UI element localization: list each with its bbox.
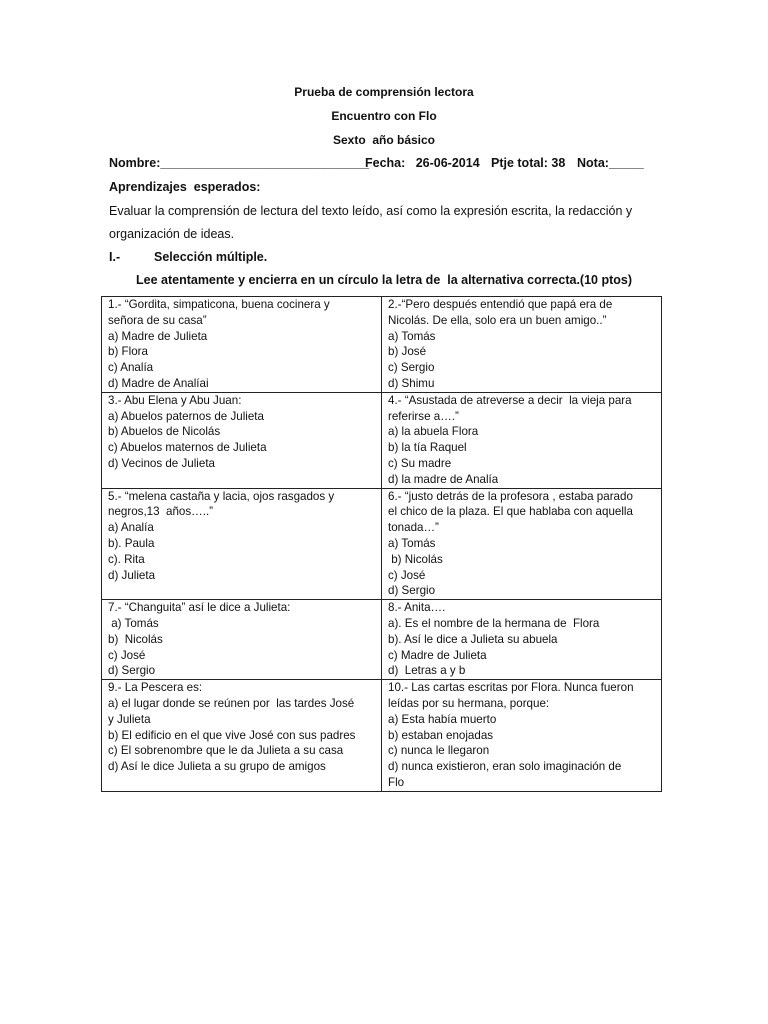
question-line: b) El edificio en el que vive José con sus padres [108,728,356,742]
question-line: y Julieta [108,712,151,726]
question-line: tonada…” [388,521,439,535]
question-line: c) nunca le llegaron [388,744,490,758]
question-line: c) José [108,648,146,662]
question-line: negros,13 años…..” [108,505,214,519]
question-line: c) Madre de Julieta [388,648,487,662]
question-cell [102,392,382,488]
total-score: Ptje total: 38 [491,156,566,170]
question-cell [102,488,382,600]
question-cell [102,680,382,792]
question-cell [382,488,662,600]
date-field: Fecha: 26-06-2014 [365,156,480,170]
question-line: leídas por su hermana, porque: [388,696,550,710]
question-line: señora de su casa” [108,313,207,327]
question-line: b) la tía Raquel [388,441,467,455]
learning-text-line-2: organización de ideas. [109,227,235,241]
question-line: b). Paula [108,536,155,550]
question-cell [382,600,662,680]
question-line: a) Abuelos paternos de Julieta [108,409,264,423]
question-line: a) Tomás [108,616,159,630]
question-text: 10.- Las cartas escritas por Flora. Nunca fueron [388,681,634,695]
question-line: Nicolás. De ella, solo era un buen amigo..” [388,313,607,327]
learning-heading: Aprendizajes esperados: [109,180,261,194]
question-line: d) Letras a y b [388,664,466,678]
student-info-row [109,156,644,170]
section-instruction: Lee atentamente y encierra en un círculo la letra de la alternativa correcta.(10 ptos) [135,273,633,287]
question-cell [102,600,382,680]
question-line: d) Shimu [388,376,435,390]
question-line: a) el lugar donde se reúnen por las tardes José [108,696,355,710]
question-line: c) Sergio [388,361,435,375]
question-line: c) José [388,568,426,582]
question-line: d) nunca existieron, eran solo imaginación de [388,760,622,774]
question-line: d) Sergio [388,584,436,598]
learning-text-line-1: Evaluar la comprensión de lectura del texto leído, así como la expresión escrita, la redacción y [109,204,633,218]
question-text: 9.- La Pescera es: [108,681,203,695]
question-line: a) Analía [108,521,154,535]
name-field: Nombre:______________________________ [109,156,369,170]
question-line: b) José [388,345,427,359]
question-text: 8.- Anita…. [388,601,446,615]
question-line: b). Así le dice a Julieta su abuela [388,632,558,646]
question-line: c) Analía [108,361,154,375]
question-text: 5.- “melena castaña y lacia, ojos rasgados y [108,489,335,503]
question-line: a) Madre de Julieta [108,329,208,343]
grade-field: Nota:_____ [577,156,644,170]
question-line: b) Nicolás [108,632,163,646]
question-line: d) Sergio [108,664,156,678]
question-line: a) Esta había muerto [388,712,497,726]
question-line: a) Tomás [388,329,436,343]
section-title: Selección múltiple. [154,250,268,264]
question-line: a). Es el nombre de la hermana de Flora [388,616,600,630]
question-line: d) Así le dice Julieta a su grupo de amigos [108,760,326,774]
story-title: Encuentro con Flo [331,109,437,123]
question-line: b) Flora [108,345,148,359]
question-line: c) Su madre [388,456,452,470]
questions-table [101,296,662,792]
question-row [102,297,662,393]
question-text: 1.- “Gordita, simpaticona, buena cocinera y [108,298,330,311]
question-line: b) Abuelos de Nicolás [108,425,221,439]
question-line: el chico de la plaza. El que hablaba con aquella [388,505,633,519]
question-line: Flo [388,775,405,789]
question-cell [102,297,382,393]
question-line: d) Madre de Analíai [108,376,209,390]
question-line: a) la abuela Flora [388,425,479,439]
question-line: b) estaban enojadas [388,728,494,742]
exam-title: Prueba de comprensión lectora [294,85,474,99]
question-row [102,600,662,680]
question-line: d) Vecinos de Julieta [108,456,215,470]
question-line: d) Julieta [108,568,156,582]
question-text: 4.- “Asustada de atreverse a decir la vieja para [388,393,632,407]
question-line: b) Nicolás [388,552,443,566]
question-cell [382,680,662,792]
question-row [102,488,662,600]
question-cell [382,392,662,488]
section-number: I.- [109,250,121,264]
question-line: d) la madre de Analía [388,472,499,486]
question-cell [382,297,662,393]
question-line: c) Abuelos maternos de Julieta [108,441,267,455]
question-text: 2.-“Pero después entendió que papá era de [388,298,613,311]
question-line: c). Rita [108,552,145,566]
question-row [102,392,662,488]
question-text: 7.- “Changuita” así le dice a Julieta: [108,601,291,615]
question-text: 6.- “justo detrás de la profesora , estaba parado [388,489,633,503]
question-line: a) Tomás [388,536,436,550]
question-line: c) El sobrenombre que le da Julieta a su casa [108,744,344,758]
question-row [102,680,662,792]
question-line: referirse a….” [388,409,459,423]
grade-level: Sexto año básico [332,133,436,147]
question-text: 3.- Abu Elena y Abu Juan: [108,393,242,407]
